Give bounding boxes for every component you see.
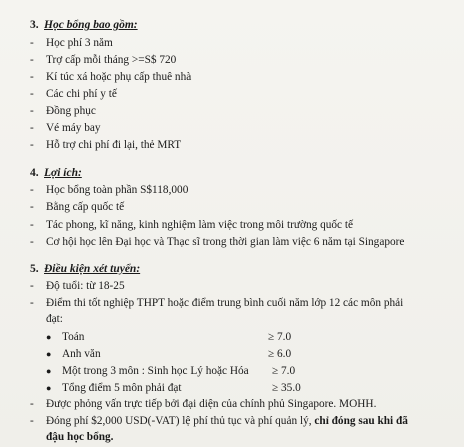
- bullet-icon: ●: [46, 332, 52, 342]
- list-item: - Cơ hội học lên Đại học và Thạc sĩ trong thời gian làm việc 6 năm tại Singapore: [30, 236, 405, 248]
- subject-row: ● Toán ≥ 7.0: [46, 331, 292, 343]
- list-item: - Các chi phí y tế: [30, 88, 117, 100]
- list-item: - Vé máy bay: [30, 122, 101, 134]
- subject-row: ● Tổng điểm 5 môn phải đạt ≥ 35.0: [46, 382, 301, 394]
- fee-requirement: - Đóng phí $2,000 USD(-VAT) lệ phí thủ tục và phí quản lý, chỉ đóng sau khi đã: [30, 415, 408, 427]
- section-3-number: 3.: [30, 19, 39, 31]
- age-requirement: - Độ tuổi: từ 18-25: [30, 280, 125, 292]
- bullet-icon: ●: [46, 383, 52, 393]
- list-item: - Học bổng toàn phần S$118,000: [30, 184, 189, 196]
- list-item: - Học phí 3 năm: [30, 37, 113, 49]
- interview-requirement: - Được phỏng vấn trực tiếp bởi đại diện của chính phủ Singapore. MOHH.: [30, 398, 377, 410]
- section-3-title: Học bổng bao gồm:: [44, 19, 138, 31]
- list-item: - Tác phong, kĩ năng, kinh nghiệm làm việc trong môi trường quốc tế: [30, 219, 354, 231]
- list-item: - Kí túc xá hoặc phụ cấp thuê nhà: [30, 71, 192, 83]
- section-4-number: 4.: [30, 167, 39, 179]
- section-5-title: Điều kiện xét tuyển:: [44, 263, 141, 275]
- subject-row: ● Một trong 3 môn : Sinh học Lý hoặc Hóa ≥ 7.0: [46, 365, 296, 377]
- section-4-title: Lợi ích:: [44, 167, 82, 179]
- section-3-heading: [30, 18, 138, 32]
- list-item: - Trợ cấp mỗi tháng >=S$ 720: [30, 54, 177, 66]
- list-item: - Bằng cấp quốc tế: [30, 201, 125, 213]
- section-5-number: 5.: [30, 263, 39, 275]
- fee-requirement-cont: đậu học bổng.: [46, 431, 114, 443]
- score-requirement-cont: đạt:: [46, 313, 63, 325]
- bullet-icon: ●: [46, 366, 52, 376]
- list-item: - Đồng phục: [30, 105, 96, 117]
- subject-row: ● Anh văn ≥ 6.0: [46, 348, 292, 360]
- score-requirement: - Điểm thi tốt nghiệp THPT hoặc điểm trung bình cuối năm lớp 12 các môn phải: [30, 297, 404, 309]
- list-item: - Hỗ trợ chi phí đi lại, thẻ MRT: [30, 139, 182, 151]
- section-5-heading: [30, 262, 140, 276]
- section-4-heading: [30, 166, 82, 180]
- bullet-icon: ●: [46, 349, 52, 359]
